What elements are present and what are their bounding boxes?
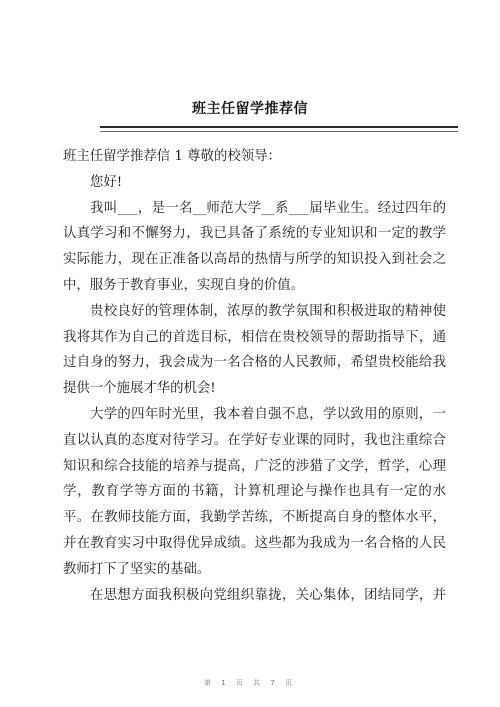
paragraph-line: 平。在教师技能方面，我勤学苦练，不断提高自身的整体水平， xyxy=(63,510,446,526)
title-divider-thin xyxy=(100,131,458,132)
paragraph-line: 贵校良好的管理体制，浓厚的教学氛围和积极进取的精神使 xyxy=(90,303,446,319)
paragraph-line: 教师打下了坚实的基础。 xyxy=(63,561,211,577)
paragraph-line: 学，教育学等方面的书籍，计算机理论与操作也具有一定的水 xyxy=(63,484,446,500)
paragraph-line: 知识和综合技能的培养与提高，广泛的涉猎了文学，哲学，心理 xyxy=(63,458,446,474)
paragraph xyxy=(63,583,446,609)
heading-line: 班主任留学推荐信 1 尊敬的校领导： xyxy=(63,149,281,164)
greeting: 您好! xyxy=(90,174,123,190)
paragraph-line: 中，服务于教育事业，实现自身的价值。 xyxy=(63,277,305,293)
paragraph-line: 提供一个施展才华的机会! xyxy=(63,381,216,397)
paragraph-line: 并在教育实习中取得优异成绩。这些都为我成为一名合格的人民 xyxy=(63,535,446,551)
paragraph-line: 直以认真的态度对待学习。在学好专业课的同时，我也注重综合 xyxy=(63,432,446,448)
paragraph-line: 我将其作为自己的首选目标，相信在贵校领导的帮助指导下，通 xyxy=(63,329,446,345)
paragraph-line: 实际能力，现在正准备以高昂的热情与所学的知识投入到社会之 xyxy=(63,252,446,268)
paragraph-line: 过自身的努力，我会成为一名合格的人民教师，希望贵校能给我 xyxy=(63,355,446,371)
paragraph xyxy=(63,299,446,402)
document-title: 班主任留学推荐信 xyxy=(192,101,308,117)
paragraph-line: 在思想方面我积极向党组织靠拢，关心集体，团结同学，并 xyxy=(90,587,446,603)
paragraph-line: 认真学习和不懈努力，我已具备了系统的专业知识和一定的教学 xyxy=(63,226,446,242)
title-divider xyxy=(100,126,458,128)
paragraph xyxy=(63,402,446,583)
paragraph-line: 我叫___，是一名__师范大学__系___届毕业生。经过四年的 xyxy=(90,200,446,216)
page-number: 第 1 页 共 7 页 xyxy=(203,679,297,687)
paragraph xyxy=(63,196,446,299)
document-body xyxy=(63,144,446,608)
paragraph-line: 大学的四年时光里，我本着自强不息，学以致用的原则，一 xyxy=(90,406,446,422)
